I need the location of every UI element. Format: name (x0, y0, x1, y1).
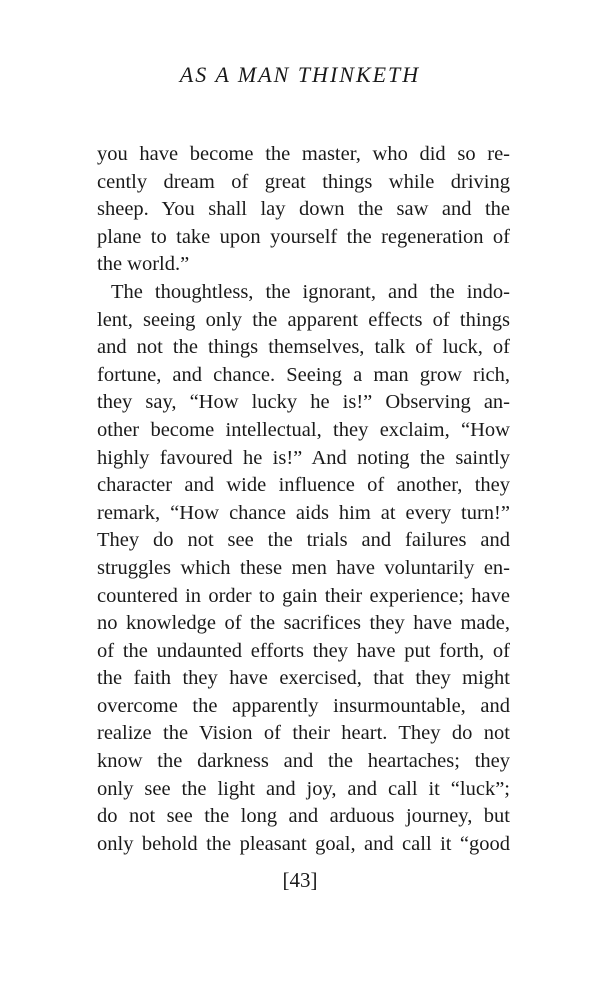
text-line: other become intellectual, they exclaim, “How (97, 418, 510, 441)
text-line: no knowledge of the sacrifices they have made, (97, 612, 510, 635)
text-line: The thoughtless, the ignorant, and the indo- (111, 280, 510, 303)
text-line: know the darkness and the heartaches; they (97, 750, 510, 773)
text-line: plane to take upon yourself the regeneration of (97, 225, 510, 248)
text-line: you have become the master, who did so re- (97, 143, 510, 165)
body-text (97, 141, 510, 858)
text-line: overcome the apparently insurmountable, and (97, 694, 510, 717)
text-line: They do not see the trials and failures and (97, 529, 510, 552)
text-line: countered in order to gain their experience; have (97, 584, 510, 607)
text-line: only behold the pleasant goal, and call it “good (97, 832, 510, 855)
page-number: [43] (282, 868, 318, 892)
text-line: the world.” (97, 253, 190, 276)
text-line: the faith they have exercised, that they might (97, 667, 510, 690)
text-line: and not the things themselves, talk of luck, of (97, 336, 510, 359)
text-line: sheep. You shall lay down the saw and the (97, 198, 510, 221)
text-line: highly favoured he is!” And noting the saintly (97, 446, 510, 469)
running-header: AS A MAN THINKETH (179, 62, 421, 87)
text-line: remark, “How chance aids him at every turn!” (97, 501, 510, 524)
text-line: struggles which these men have voluntarily en- (97, 556, 510, 579)
text-line: cently dream of great things while driving (97, 170, 510, 193)
text-line: only see the light and joy, and call it “luck”; (97, 777, 510, 800)
text-line: of the undaunted efforts they have put forth, of (97, 639, 510, 662)
text-line: character and wide influence of another, they (97, 474, 510, 497)
text-line: lent, seeing only the apparent effects of things (97, 308, 510, 331)
text-line: fortune, and chance. Seeing a man grow rich, (97, 363, 510, 386)
text-line: they say, “How lucky he is!” Observing an- (97, 391, 510, 414)
text-line: realize the Vision of their heart. They do not (97, 722, 510, 745)
text-line: do not see the long and arduous journey, but (97, 805, 510, 828)
